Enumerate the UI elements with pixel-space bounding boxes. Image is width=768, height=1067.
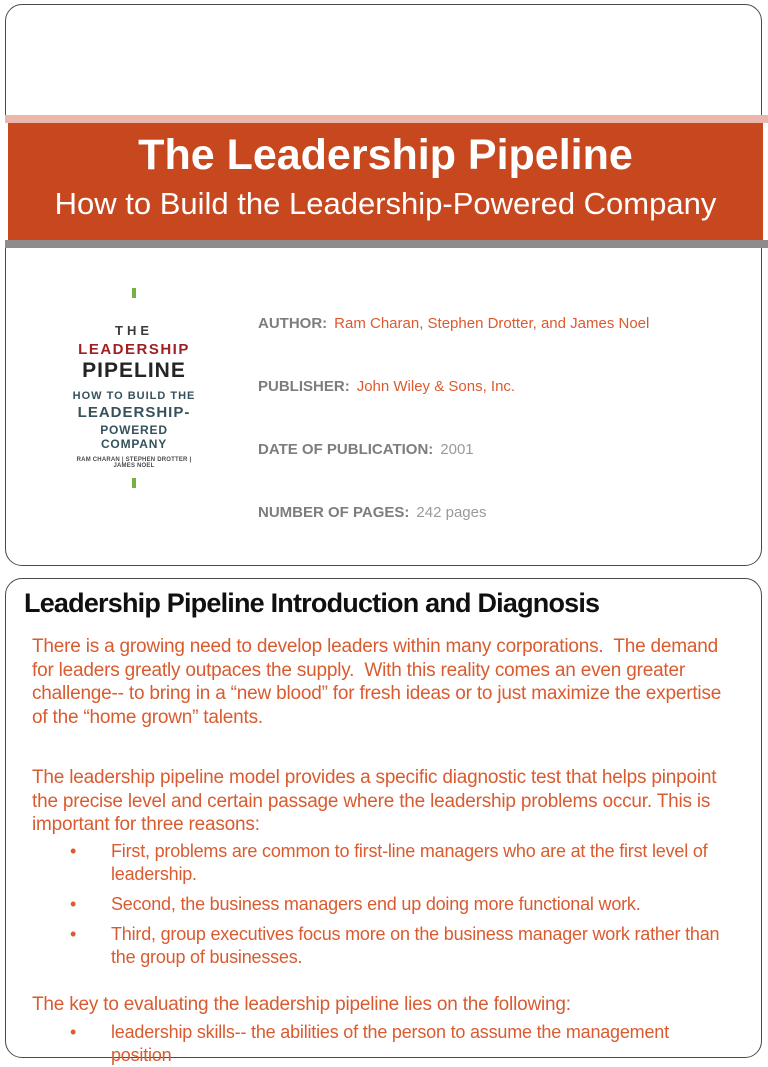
book-cover-line-powered-company: POWERED COMPANY xyxy=(100,423,168,451)
book-cover-line-leadership: LEADERSHIP xyxy=(78,341,190,358)
title-banner xyxy=(0,115,768,248)
book-cover-line-leadership2: LEADERSHIP- xyxy=(77,404,191,421)
intro-diagnosis-slide-page xyxy=(5,578,762,1065)
title-slide-page xyxy=(5,4,762,566)
list-item xyxy=(32,893,732,916)
banner-pink-strip xyxy=(5,115,768,123)
list-item xyxy=(32,1021,732,1067)
publisher-value: John Wiley & Sons, Inc. xyxy=(356,378,516,395)
page-count-label: NUMBER OF PAGES: xyxy=(258,504,410,521)
book-cover-green-dash-bottom xyxy=(132,478,136,488)
book-metadata xyxy=(233,292,649,544)
slide2-body xyxy=(27,635,743,1067)
book-cover-authors-line: RAM CHARAN | STEPHEN DROTTER | JAMES NOEL xyxy=(76,457,192,469)
book-subtitle: How to Build the Leadership-Powered Company xyxy=(54,186,717,221)
bullet-text-first-line-managers: First, problems are common to first-line managers who are at the first level of leadership. xyxy=(111,840,708,884)
paragraph-line: The leadership pipeline model provides a specific diagnostic test that helps pinpoint xyxy=(32,767,717,788)
paragraph-line: There is a growing need to develop leaders within many corporations. The demand xyxy=(32,636,718,657)
book-cover-line-pipeline: PIPELINE xyxy=(82,359,186,382)
paragraph-pipeline-model xyxy=(32,766,743,837)
reasons-bullet-list xyxy=(32,840,743,969)
list-item xyxy=(32,840,732,886)
paragraph-line: of the “home grown” talents. xyxy=(32,706,263,728)
paragraph-line: challenge-- to bring in a “new blood” for fresh ideas or to just maximize the expertise xyxy=(32,683,722,704)
book-cover-image xyxy=(66,282,202,490)
book-cover-green-dash-top xyxy=(132,288,136,298)
slide2-title: Leadership Pipeline Introduction and Diagnosis xyxy=(24,588,600,618)
bullet-icon: • xyxy=(70,1022,77,1042)
paragraph-growing-need xyxy=(32,635,743,729)
publisher-label: PUBLISHER: xyxy=(258,378,350,395)
evaluation-bullet-list xyxy=(32,1021,743,1067)
bullet-text-leadership-skills: leadership skills-- the abilities of the person to assume the management position xyxy=(111,1022,669,1065)
bullet-icon: • xyxy=(70,923,77,944)
paragraph-line: for leaders greatly outpaces the supply. With this reality comes an even greater xyxy=(32,659,686,681)
publication-date-label: DATE OF PUBLICATION: xyxy=(258,441,434,458)
banner-row xyxy=(0,123,768,240)
meta-row-author xyxy=(233,292,649,355)
publication-date-value: 2001 xyxy=(440,441,474,458)
meta-row-publication-date xyxy=(233,418,649,481)
list-item xyxy=(32,923,732,969)
page-count-value: 242 pages xyxy=(416,504,487,521)
bullet-icon: • xyxy=(70,840,77,861)
bullet-icon: • xyxy=(70,893,77,914)
author-label: AUTHOR: xyxy=(258,315,328,332)
paragraph-key-to-evaluating: The key to evaluating the leadership pipeline lies on the following: xyxy=(32,993,571,1015)
meta-row-page-count xyxy=(233,481,649,544)
bullet-text-group-executives: Third, group executives focus more on the business manager work rather than the group of businesses. xyxy=(111,923,720,967)
book-cover-line-how-to-build: HOW TO BUILD THE xyxy=(72,390,196,402)
paragraph-line: the precise level and certain passage where the leadership problems occur. This is xyxy=(32,790,711,812)
banner-gray-strip xyxy=(5,240,768,248)
author-value: Ram Charan, Stephen Drotter, and James Noel xyxy=(334,315,650,332)
bullet-text-business-managers: Second, the business managers end up doing more functional work. xyxy=(111,893,641,914)
book-title: The Leadership Pipeline xyxy=(138,131,633,179)
banner-orange-bar xyxy=(8,123,763,240)
book-cover-line-the: THE xyxy=(115,323,153,338)
paragraph-line: important for three reasons: xyxy=(32,814,260,835)
meta-row-publisher xyxy=(233,355,649,418)
